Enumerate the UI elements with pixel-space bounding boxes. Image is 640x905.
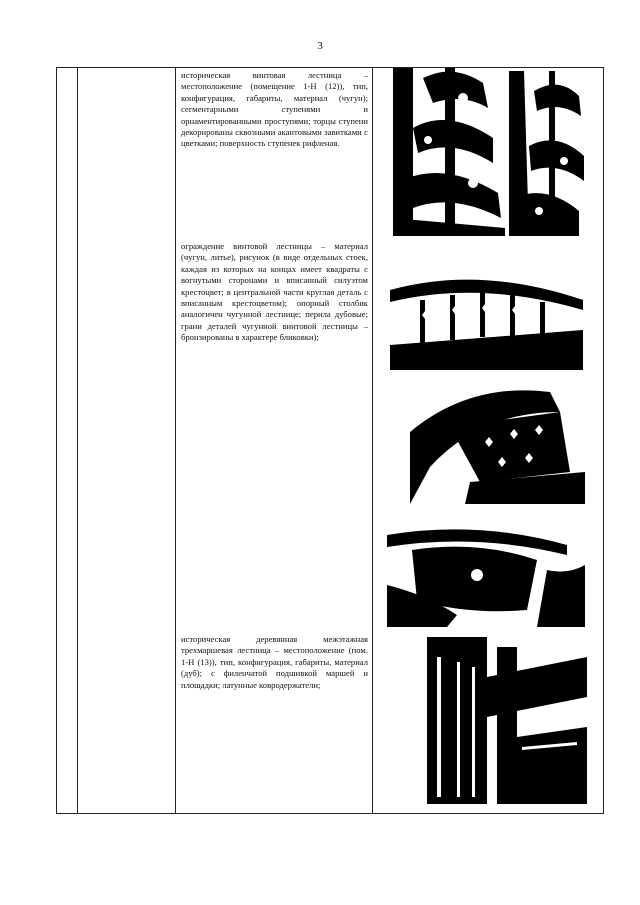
row-2-description: ограждение винтовой лестницы – материал (чугун, литье), рисунок (в виде отдельных стоек, каждая из которых на концах имеет квадраты с вогнутыми сторонами и вписанный силуэтом крестоцвет; в центральной части круглая деталь с вписанным крестоцветом); опорный столбик аналогичен чугунной лестнице; перила дубовые; грани деталей чугунной винтовой лестницы – бронзированы в характере бликовки); bbox=[181, 241, 368, 343]
page-number: 3 bbox=[317, 40, 323, 52]
wooden-staircase-photo bbox=[427, 637, 587, 804]
column-divider bbox=[77, 68, 78, 813]
railing-handrail-photo bbox=[387, 515, 585, 627]
spiral-staircase-photo-2 bbox=[509, 71, 584, 236]
spiral-staircase-photo-1 bbox=[393, 68, 505, 236]
railing-photo bbox=[390, 270, 583, 370]
column-divider bbox=[372, 68, 373, 813]
column-divider bbox=[175, 68, 176, 813]
row-3-description: историческая деревянная межэтажная трехмаршевая лестница – местоположение (пом. 1-Н (13)), тип, конфигурация, габариты, материал (дуб); с филенчатой подшивкой маршей и площадки; латунные ковродержатели; bbox=[181, 634, 368, 690]
railing-detail-photo bbox=[410, 372, 585, 504]
row-1-description: историческая винтовая лестница – местоположение (помещение 1-Н (12)), тип, конфигурация, габариты, материал (чугун); сегментарными ступенями и орнаментированными проступями; торцы ступени декорированы сквозными акантовыми завитками с цветками; поверхность ступенек рифленая. bbox=[181, 70, 368, 149]
